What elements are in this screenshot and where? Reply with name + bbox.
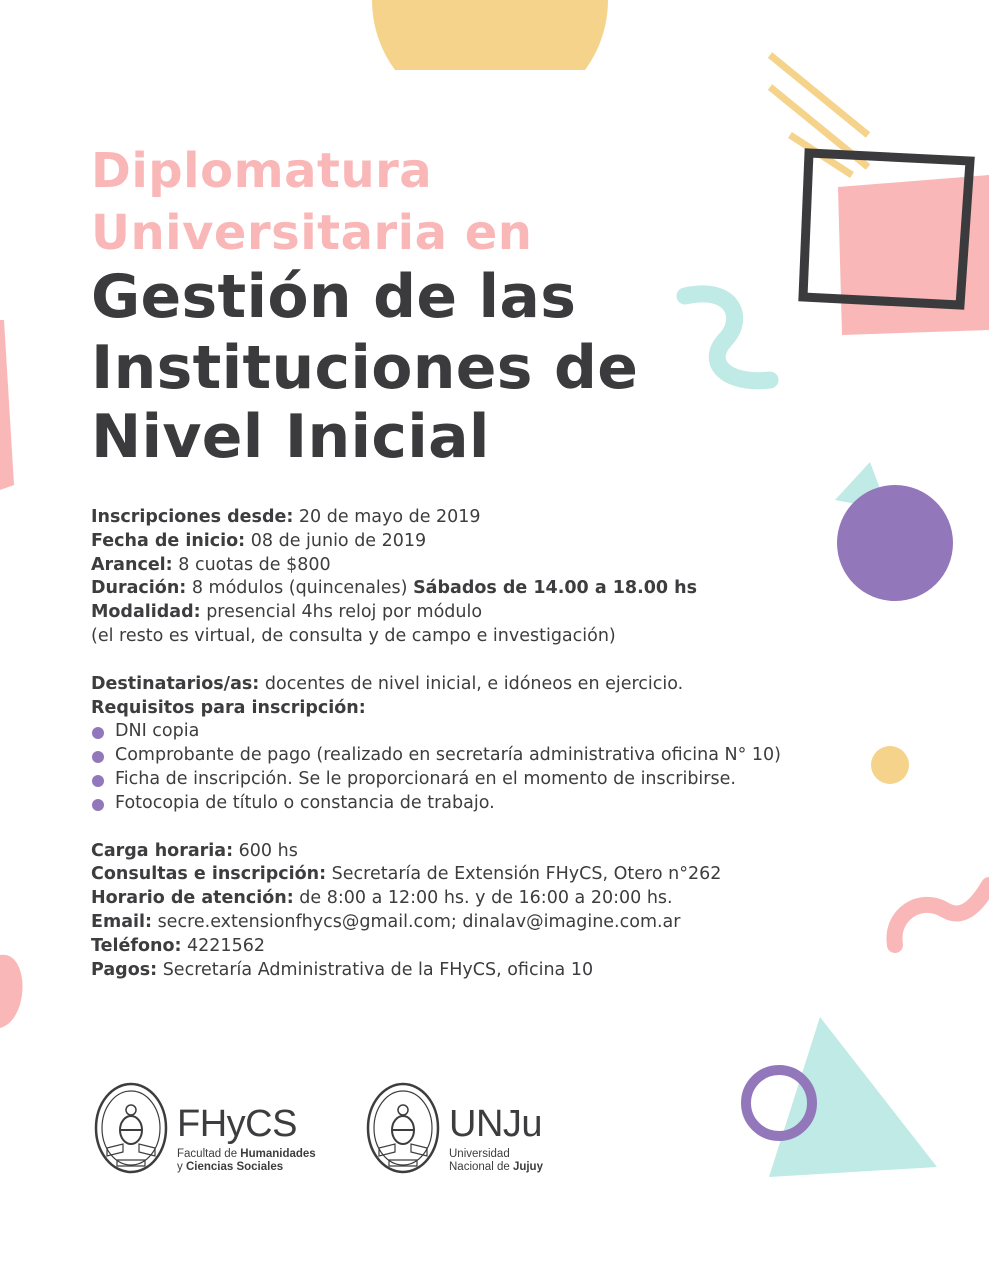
arancel-value: 8 cuotas de $800 bbox=[172, 554, 331, 575]
consultas-value: Secretaría de Extensión FHyCS, Otero n°262 bbox=[326, 864, 722, 885]
consultas-row bbox=[91, 863, 781, 887]
horario-value: de 8:00 a 12:00 hs. y de 16:00 a 20:00 hs. bbox=[293, 888, 673, 909]
inicio-value: 08 de junio de 2019 bbox=[245, 530, 427, 551]
unju-logo bbox=[365, 1082, 543, 1178]
horario-row bbox=[91, 887, 781, 911]
consultas-label: Consultas e inscripción: bbox=[91, 864, 327, 885]
list-item bbox=[91, 768, 781, 792]
fhycs-name: FHyCS bbox=[177, 1103, 297, 1145]
inicio-label: Fecha de inicio: bbox=[91, 530, 246, 551]
list-item bbox=[91, 720, 781, 744]
yellow-dot-shape bbox=[870, 745, 910, 785]
duracion-label: Duración: bbox=[91, 578, 187, 599]
carga-label: Carga horaria: bbox=[91, 840, 234, 861]
modalidad-row bbox=[91, 601, 781, 625]
university-seal-icon bbox=[365, 1082, 441, 1178]
unju-subtitle: Universidad Nacional de Jujuy bbox=[449, 1148, 543, 1173]
bullet-dot-icon bbox=[92, 775, 104, 787]
pink-left-bottom-shape bbox=[0, 950, 30, 1035]
dark-square-outline-shape bbox=[795, 145, 980, 315]
requisito-text: Comprobante de pago bbox=[115, 745, 311, 766]
course-details bbox=[91, 506, 781, 982]
university-seal-icon bbox=[93, 1082, 169, 1178]
requisito-text: Fotocopia de título o constancia de trabajo. bbox=[115, 792, 495, 813]
duracion-value: 8 módulos (quincenales) bbox=[186, 578, 414, 599]
duracion-schedule: Sábados de 14.00 a 18.00 hs bbox=[413, 578, 698, 599]
telefono-label: Teléfono: bbox=[91, 935, 182, 956]
telefono-row bbox=[91, 935, 781, 959]
bullet-dot-icon bbox=[92, 751, 104, 763]
inicio-row bbox=[91, 530, 781, 554]
email-label: Email: bbox=[91, 911, 152, 932]
requisito-note: (realizado en secretaría administrativa oficina N° 10) bbox=[310, 745, 781, 766]
title-line-2: Universitaria en bbox=[91, 205, 533, 261]
purple-circle-shape bbox=[836, 484, 954, 602]
requisito-text: Ficha de inscripción. Se le proporcionará en el momento de inscribirse. bbox=[115, 768, 736, 789]
email-row bbox=[91, 911, 781, 935]
telefono-value: 4221562 bbox=[181, 935, 265, 956]
pagos-row bbox=[91, 959, 781, 983]
destinatarios-row bbox=[91, 673, 781, 697]
modalidad-value: presencial 4hs reloj por módulo bbox=[200, 602, 483, 623]
unju-name: UNJu bbox=[449, 1103, 543, 1145]
arancel-row bbox=[91, 554, 781, 578]
pagos-value: Secretaría Administrativa de la FHyCS, oficina 10 bbox=[157, 959, 594, 980]
yellow-semicircle-shape bbox=[370, 0, 610, 70]
carga-value: 600 hs bbox=[233, 840, 298, 861]
requisitos-heading bbox=[91, 697, 781, 721]
inscripciones-label: Inscripciones desde: bbox=[91, 507, 294, 527]
bullet-dot-icon bbox=[92, 799, 104, 811]
mint-squiggle-shape bbox=[675, 280, 785, 400]
carga-row bbox=[91, 840, 781, 864]
purple-ring-shape bbox=[738, 1062, 820, 1144]
title-line-4: Instituciones de bbox=[91, 333, 639, 403]
bullet-dot-icon bbox=[92, 727, 104, 739]
fhycs-logo bbox=[93, 1082, 316, 1178]
inscripciones-row bbox=[91, 506, 781, 530]
list-item bbox=[91, 744, 781, 768]
destinatarios-value: docentes de nivel inicial, e idóneos en ejercicio. bbox=[259, 673, 684, 694]
fhycs-subtitle: Facultad de Humanidades y Ciencias Sociales bbox=[177, 1148, 316, 1173]
modalidad-note: (el resto es virtual, de consulta y de campo e investigación) bbox=[91, 625, 616, 646]
inscripciones-value: 20 de mayo de 2019 bbox=[293, 507, 481, 527]
title-line-5: Nivel Inicial bbox=[91, 402, 490, 472]
requisitos-label: Requisitos para inscripción: bbox=[91, 697, 366, 718]
modalidad-label: Modalidad: bbox=[91, 602, 201, 623]
list-item bbox=[91, 792, 781, 816]
pink-squiggle-shape bbox=[885, 870, 989, 955]
duracion-row bbox=[91, 577, 781, 601]
title-line-3: Gestión de las bbox=[91, 262, 577, 332]
requisito-text: DNI copia bbox=[115, 721, 200, 742]
email-value[interactable]: secre.extensionfhycs@gmail.com; dinalav@imagine.com.ar bbox=[152, 911, 681, 932]
pink-left-edge-shape bbox=[0, 320, 20, 490]
destinatarios-label: Destinatarios/as: bbox=[91, 673, 260, 694]
arancel-label: Arancel: bbox=[91, 554, 173, 575]
pagos-label: Pagos: bbox=[91, 959, 158, 980]
title-line-1: Diplomatura bbox=[91, 143, 433, 199]
horario-label: Horario de atención: bbox=[91, 888, 294, 909]
